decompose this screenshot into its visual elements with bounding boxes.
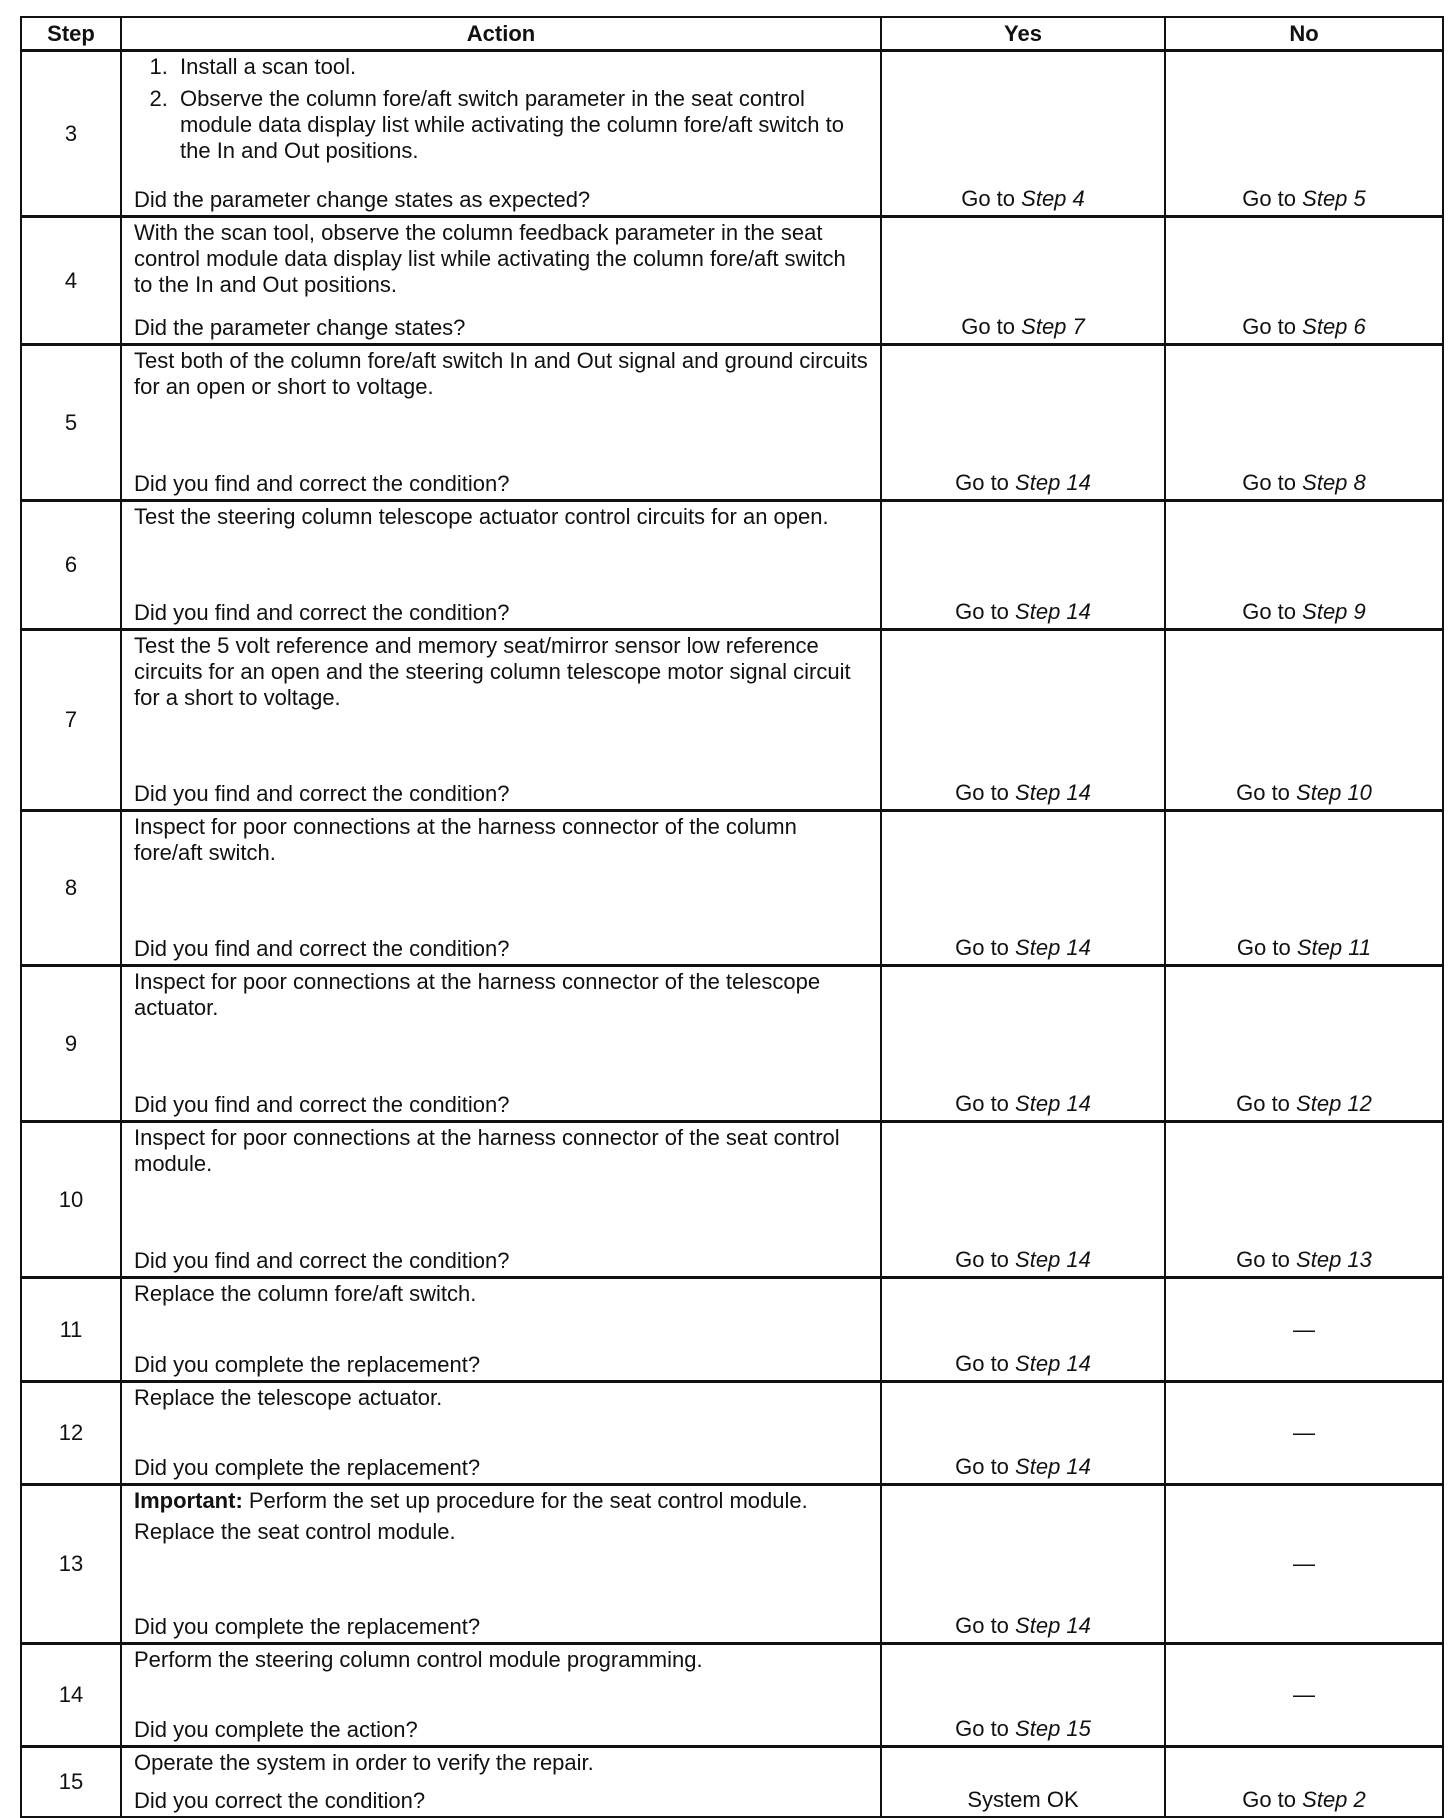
go-to-label: Go to [955,1091,1009,1116]
no-step-link[interactable]: Step 5 [1302,186,1366,211]
action-question: Did the parameter change states? [134,315,466,340]
action-cell [121,811,881,966]
yes-cell [881,1485,1165,1644]
important-note [134,1488,870,1514]
table-row [21,630,1443,811]
yes-cell [881,217,1165,345]
go-to-label: Go to [961,186,1016,211]
step-number: 14 [21,1644,121,1747]
go-to-label: Go to [955,1613,1009,1638]
action-cell [121,501,881,630]
yes-step-link[interactable]: Step 14 [1015,1247,1091,1272]
no-cell [1165,1485,1443,1644]
yes-cell [881,1122,1165,1278]
no-step-link[interactable]: Step 6 [1302,314,1366,339]
action-cell [121,217,881,345]
action-cell [121,1122,881,1278]
header-step: Step [21,17,121,51]
step-number: 8 [21,811,121,966]
important-label: Important: [134,1488,243,1513]
go-to-label: Go to [1242,599,1297,624]
go-to-label: Go to [955,1454,1009,1479]
yes-result: System OK [967,1787,1079,1812]
yes-step-link[interactable]: Step 14 [1015,935,1091,960]
action-question: Did you find and correct the condition? [134,781,510,806]
yes-cell [881,1747,1165,1818]
step-number: 6 [21,501,121,630]
table-row [21,217,1443,345]
table-row [21,966,1443,1122]
step-number: 9 [21,966,121,1122]
no-result-dash: — [1293,1682,1315,1707]
no-cell [1165,811,1443,966]
no-cell [1165,630,1443,811]
go-to-label: Go to [1242,470,1297,495]
no-cell [1165,51,1443,217]
no-cell [1165,1382,1443,1485]
step-number: 11 [21,1278,121,1382]
no-step-link[interactable]: Step 2 [1302,1787,1366,1812]
yes-cell [881,1278,1165,1382]
header-yes: Yes [881,17,1165,51]
step-number: 15 [21,1747,121,1818]
no-step-link[interactable]: Step 9 [1302,599,1366,624]
go-to-label: Go to [961,314,1016,339]
action-text: Test both of the column fore/aft switch In and Out signal and ground circuits for an open or short to voltage. [134,348,868,399]
go-to-label: Go to [1236,780,1290,805]
no-result-dash: — [1293,1551,1315,1576]
table-row [21,51,1443,217]
go-to-label: Go to [1242,1787,1297,1812]
no-step-link[interactable]: Step 10 [1296,780,1372,805]
yes-cell [881,501,1165,630]
no-cell [1165,966,1443,1122]
no-result-dash: — [1293,1316,1315,1342]
action-question: Did you find and correct the condition? [134,936,510,961]
table-row [21,811,1443,966]
action-question: Did you complete the action? [134,1717,418,1742]
action-cell [121,966,881,1122]
yes-step-link[interactable]: Step 14 [1015,1613,1091,1638]
no-step-link[interactable]: Step 11 [1296,935,1372,960]
yes-step-link[interactable]: Step 14 [1015,599,1091,624]
go-to-label: Go to [955,1351,1009,1376]
action-question: Did you complete the replacement? [134,1455,481,1480]
action-question: Did you complete the replacement? [134,1352,481,1377]
action-text: Inspect for poor connections at the harness connector of the column fore/aft switch. [134,814,797,865]
action-question: Did you correct the condition? [134,1788,426,1813]
yes-cell [881,51,1165,217]
no-cell [1165,1644,1443,1747]
no-cell [1165,217,1443,345]
go-to-label: Go to [1236,935,1291,960]
action-text: Test the steering column telescope actuator control circuits for an open. [134,504,829,529]
action-text: Inspect for poor connections at the harness connector of the seat control module. [134,1125,840,1176]
action-text: Operate the system in order to verify the repair. [134,1750,594,1775]
table-row [21,1122,1443,1278]
diagnostic-table [20,16,1444,1818]
go-to-label: Go to [1236,1247,1290,1272]
no-step-link[interactable]: Step 8 [1302,470,1366,495]
header-no: No [1165,17,1443,51]
action-question: Did you find and correct the condition? [134,600,510,625]
go-to-label: Go to [955,935,1009,960]
yes-cell [881,630,1165,811]
action-text: With the scan tool, observe the column feedback parameter in the seat control module data display list while activating the column fore/aft switch to the In and Out positions. [134,220,846,297]
yes-step-link[interactable]: Step 7 [1021,314,1085,339]
step-number: 13 [21,1485,121,1644]
go-to-label: Go to [1242,314,1297,339]
action-question: Did you find and correct the condition? [134,1248,510,1273]
step-number: 5 [21,345,121,501]
action-cell [121,1485,881,1644]
step-number: 12 [21,1382,121,1485]
table-row [21,1644,1443,1747]
yes-cell [881,1382,1165,1485]
yes-cell [881,1644,1165,1747]
action-question: Did the parameter change states as expected? [134,187,591,212]
table-row [21,1747,1443,1818]
step-number: 10 [21,1122,121,1278]
step-number: 4 [21,217,121,345]
table-row [21,1278,1443,1382]
yes-cell [881,966,1165,1122]
action-text: Replace the telescope actuator. [134,1385,443,1410]
table-row [21,345,1443,501]
no-cell [1165,501,1443,630]
yes-step-link[interactable]: Step 14 [1015,1454,1091,1479]
action-list [134,54,870,164]
action-cell [121,630,881,811]
go-to-label: Go to [955,470,1009,495]
no-cell [1165,345,1443,501]
no-cell [1165,1278,1443,1382]
action-text: Perform the steering column control module programming. [134,1647,703,1672]
no-cell [1165,1747,1443,1818]
yes-step-link[interactable]: Step 4 [1021,186,1085,211]
yes-step-link[interactable]: Step 14 [1015,1351,1091,1376]
action-cell [121,1644,881,1747]
go-to-label: Go to [955,1716,1009,1741]
action-text: Replace the column fore/aft switch. [134,1281,477,1306]
yes-step-link[interactable]: Step 14 [1015,780,1091,805]
action-cell [121,345,881,501]
action-list-item: 2. Observe the column fore/aft switch parameter in the seat control module data display list while activating the column fore/aft switch to the In and Out positions. [174,86,870,164]
go-to-label: Go to [955,599,1009,624]
go-to-label: Go to [1242,186,1297,211]
table-row [21,1485,1443,1644]
no-cell [1165,1122,1443,1278]
yes-step-link[interactable]: Step 15 [1015,1716,1091,1741]
action-text: Replace the seat control module. [134,1519,456,1544]
step-number: 7 [21,630,121,811]
action-cell [121,51,881,217]
no-step-link[interactable]: Step 13 [1296,1247,1372,1272]
action-cell [121,1382,881,1485]
header-row [21,17,1443,51]
action-text: Test the 5 volt reference and memory seat/mirror sensor low reference circuits for an open and the steering column telescope motor signal circuit for a short to voltage. [134,633,851,710]
table-row [21,501,1443,630]
important-text: Perform the set up procedure for the seat control module. [242,1488,808,1513]
go-to-label: Go to [955,780,1009,805]
yes-cell [881,345,1165,501]
action-question: Did you find and correct the condition? [134,471,510,496]
yes-step-link[interactable]: Step 14 [1015,470,1091,495]
action-list-item: 1. Install a scan tool. [174,54,870,80]
action-question: Did you complete the replacement? [134,1614,481,1639]
header-action: Action [121,17,881,51]
go-to-label: Go to [955,1247,1009,1272]
no-step-link[interactable]: Step 12 [1296,1091,1372,1116]
action-cell [121,1278,881,1382]
no-result-dash: — [1293,1420,1315,1445]
yes-cell [881,811,1165,966]
action-question: Did you find and correct the condition? [134,1092,510,1117]
action-text: Inspect for poor connections at the harness connector of the telescope actuator. [134,969,821,1020]
yes-step-link[interactable]: Step 14 [1015,1091,1091,1116]
go-to-label: Go to [1236,1091,1290,1116]
action-cell [121,1747,881,1818]
table-row [21,1382,1443,1485]
step-number: 3 [21,51,121,217]
